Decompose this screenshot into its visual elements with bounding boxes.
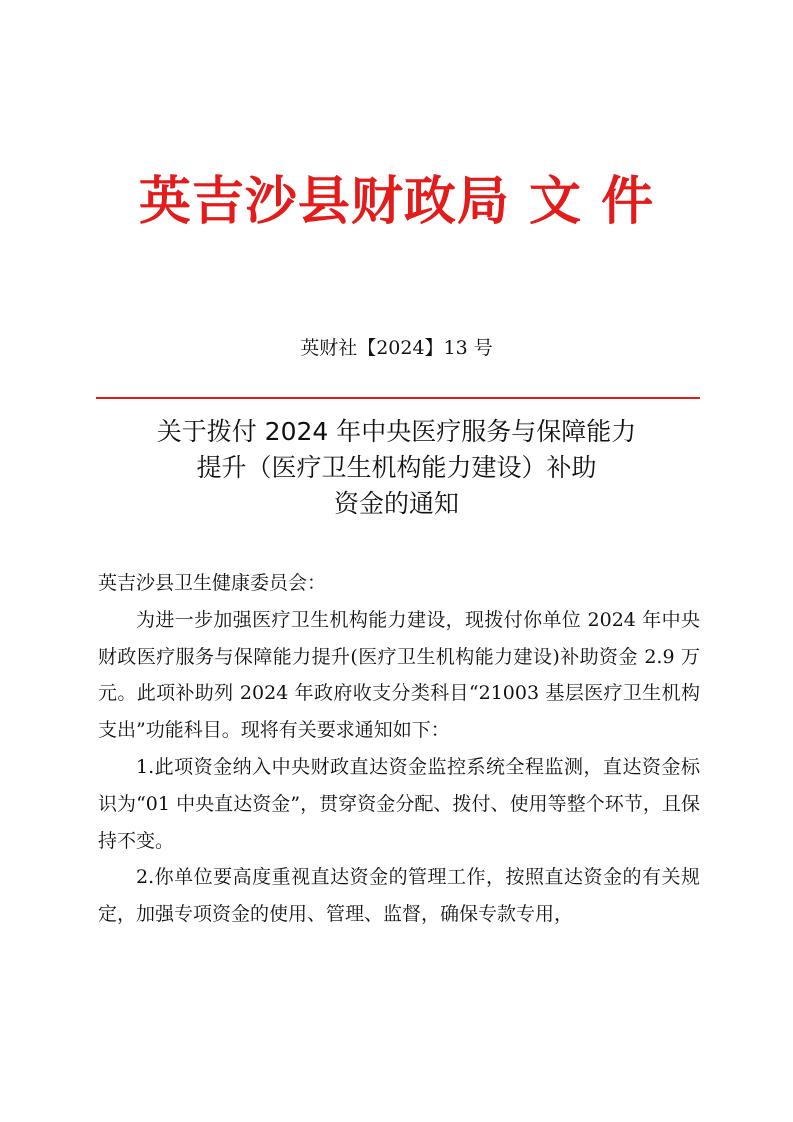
document-title [0, 414, 793, 522]
body-paragraph: 2.你单位要高度重视直达资金的管理工作，按照直达资金的有关规定，加强专项资金的使用、管理、监督，确保专款专用， [98, 866, 700, 926]
document-number: 英财社【2024】13 号 [300, 337, 493, 359]
issuer-heading: 英吉沙县财政局 文 件 [138, 172, 655, 232]
document-body [98, 565, 700, 933]
red-divider-line [96, 397, 700, 399]
title-line: 资金的通知 [333, 489, 459, 518]
title-line: 关于拨付 2024 年中央医疗服务与保障能力 [156, 417, 637, 446]
addressee: 英吉沙县卫生健康委员会： [98, 572, 327, 594]
body-paragraph: 为进一步加强医疗卫生机构能力建设，现拨付你单位 2024 年中央财政医疗服务与保障能力提升(医疗卫生机构能力建设)补助资金 2.9 万元。此项补助列 2024 年政府收支分类科目“21003 基层医疗卫生机构支出”功能科目。现将有关要求通知如下： [98, 608, 700, 742]
title-line: 提升（医疗卫生机构能力建设）补助 [196, 453, 597, 482]
body-paragraph: 1.此项资金纳入中央财政直达资金监控系统全程监测，直达资金标识为“01 中央直达资金”，贯穿资金分配、拨付、使用等整个环节，且保持不变。 [98, 755, 700, 852]
